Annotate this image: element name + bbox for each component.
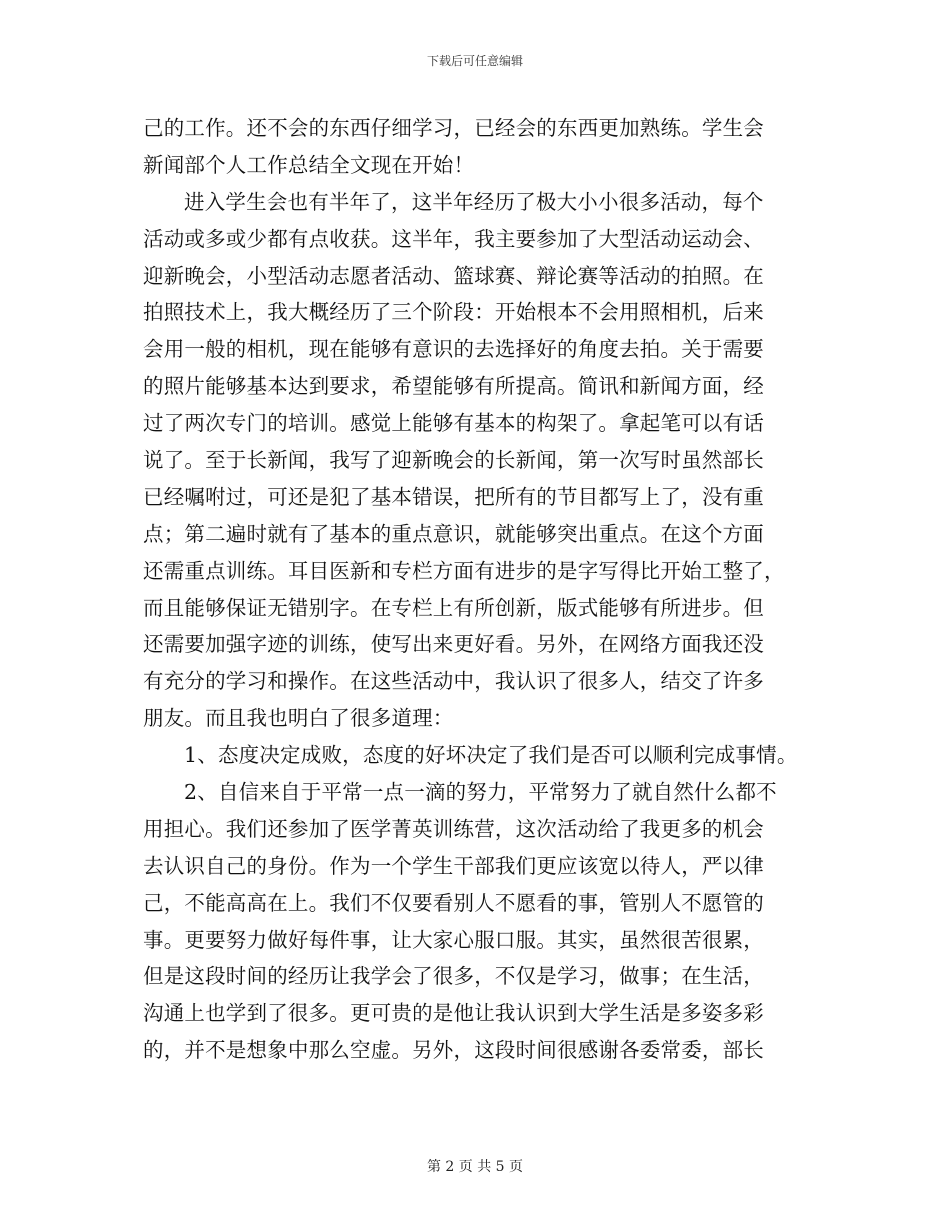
text-line: 迎新晚会，小型活动志愿者活动、篮球赛、辩论赛等活动的拍照。在	[143, 263, 764, 288]
document-body	[143, 110, 843, 1069]
text-line: 事。更要努力做好每件事，让大家心服口服。其实，虽然很苦很累，	[143, 927, 764, 952]
text-line: 2、自信来自于平常一点一滴的努力，平常努力了就自然什么都不	[184, 780, 777, 805]
text-line: 活动或多或少都有点收获。这半年，我主要参加了大型活动运动会、	[143, 226, 764, 251]
text-line: 会用一般的相机，现在能够有意识的去选择好的角度去拍。关于需要	[143, 337, 764, 362]
text-line: 还需重点训练。耳目医新和专栏方面有进步的是字写得比开始工整了，	[143, 558, 785, 583]
text-line: 己，不能高高在上。我们不仅要看别人不愿看的事，管别人不愿管的	[143, 890, 764, 915]
text-line: 用担心。我们还参加了医学菁英训练营，这次活动给了我更多的机会	[143, 816, 764, 841]
text-line: 有充分的学习和操作。在这些活动中，我认识了很多人，结交了许多	[143, 669, 764, 694]
text-line: 说了。至于长新闻，我写了迎新晚会的长新闻，第一次写时虽然部长	[143, 448, 764, 473]
text-line: 还需要加强字迹的训练，使写出来更好看。另外，在网络方面我还没	[143, 632, 764, 657]
text-line: 的，并不是想象中那么空虚。另外，这段时间很感谢各委常委，部长	[143, 1038, 764, 1063]
text-line: 而且能够保证无错别字。在专栏上有所创新，版式能够有所进步。但	[143, 595, 764, 620]
text-line: 新闻部个人工作总结全文现在开始！	[143, 152, 475, 177]
text-line: 1、态度决定成败，态度的好坏决定了我们是否可以顺利完成事情。	[184, 743, 798, 768]
text-line: 的照片能够基本达到要求，希望能够有所提高。简讯和新闻方面，经	[143, 374, 764, 399]
text-line: 点；第二遍时就有了基本的重点意识，就能够突出重点。在这个方面	[143, 521, 764, 546]
text-line: 已经嘱咐过，可还是犯了基本错误，把所有的节目都写上了，没有重	[143, 484, 764, 509]
text-line: 己的工作。还不会的东西仔细学习，已经会的东西更加熟练。学生会	[143, 116, 764, 140]
text-line: 过了两次专门的培训。感觉上能够有基本的构架了。拿起笔可以有话	[143, 411, 764, 436]
text-line: 进入学生会也有半年了，这半年经历了极大小小很多活动，每个	[184, 189, 764, 214]
text-line: 拍照技术上，我大概经历了三个阶段：开始根本不会用照相机，后来	[143, 300, 764, 325]
page-footer: 第 2 页 共 5 页	[426, 1159, 524, 1175]
text-line: 沟通上也学到了很多。更可贵的是他让我认识到大学生活是多姿多彩	[143, 1001, 764, 1026]
text-line: 但是这段时间的经历让我学会了很多，不仅是学习，做事；在生活，	[143, 964, 764, 989]
text-line: 朋友。而且我也明白了很多道理：	[143, 706, 454, 731]
text-line: 去认识自己的身份。作为一个学生干部我们更应该宽以待人，严以律	[143, 853, 764, 878]
page-header: 下载后可任意编辑	[426, 54, 523, 68]
